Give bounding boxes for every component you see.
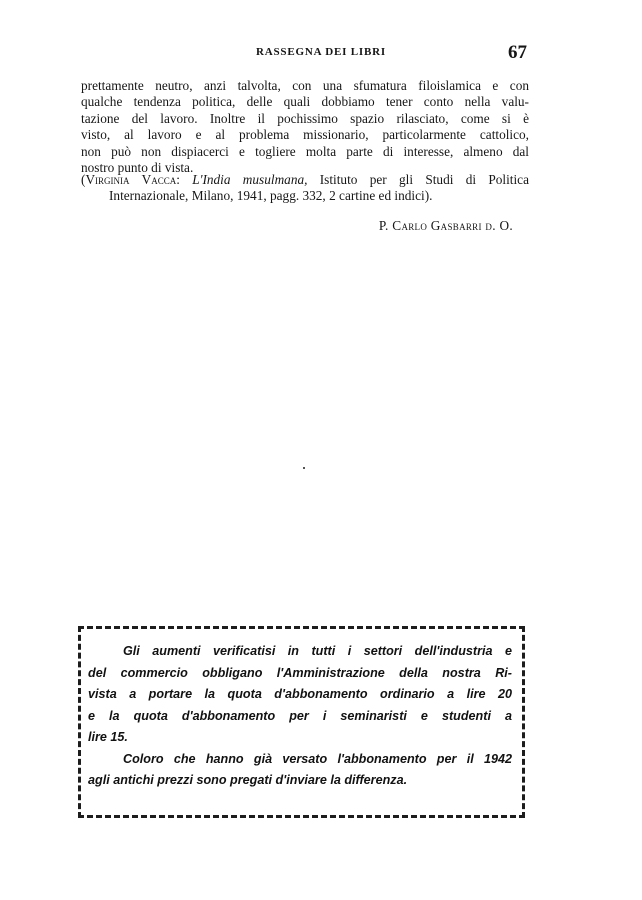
citation-author: Virginia Vacca xyxy=(85,172,177,187)
citation-colon: : xyxy=(176,172,193,187)
paragraph-line: tazione del lavoro. Inoltre il pochissimo spazio rilasciato, come si è xyxy=(81,110,529,126)
notice-line: lire 15. xyxy=(88,730,128,744)
citation-line: Internazionale, Milano, 1941, pagg. 332, 2 cartine ed indici). xyxy=(109,188,433,204)
citation-title: L'India musulmana, xyxy=(192,172,308,187)
citation-rest: Istituto per gli Studi di Politica xyxy=(307,172,529,187)
notice-line: e la quota d'abbonamento per i seminaristi e studenti a xyxy=(88,708,512,723)
citation-open: ( xyxy=(81,172,86,187)
paragraph-line: visto, al lavoro e al problema missionario, particolarmente cattolico, xyxy=(81,127,529,143)
notice-line: vista a portare la quota d'abbonamento ordinario a lire 20 xyxy=(88,687,512,701)
notice-line: Coloro che hanno già versato l'abbonamento per il 1942 xyxy=(123,751,512,766)
notice-line: Gli aumenti verificatisi in tutti i settori dell'industria e xyxy=(123,644,512,658)
notice-line: del commercio obbligano l'Amministrazione della nostra Ri- xyxy=(88,665,512,680)
reviewer-signature: P. Carlo Gasbarri d. O. xyxy=(378,218,513,233)
review-paragraph xyxy=(81,78,529,176)
page-number: 67 xyxy=(508,42,527,63)
citation-line xyxy=(81,172,529,188)
notice-line: agli antichi prezzi sono pregati d'inviare la differenza. xyxy=(88,773,408,787)
running-title: RASSEGNA DEI LIBRI xyxy=(256,46,386,58)
paragraph-line: qualche tendenza politica, delle quali dobbiamo tener conto nella valu- xyxy=(81,94,529,110)
paragraph-line: non può non dispiacerci e togliere molta parte di interesse, almeno dal xyxy=(81,143,529,159)
subscription-notice-box xyxy=(78,626,525,818)
paragraph-line: prettamente neutro, anzi talvolta, con una sfumatura filoislamica e con xyxy=(81,78,529,93)
paragraph-line: nostro punto di vista. xyxy=(81,160,194,176)
book-citation xyxy=(81,172,529,205)
print-speck xyxy=(303,467,305,469)
subscription-notice-text xyxy=(88,641,512,792)
